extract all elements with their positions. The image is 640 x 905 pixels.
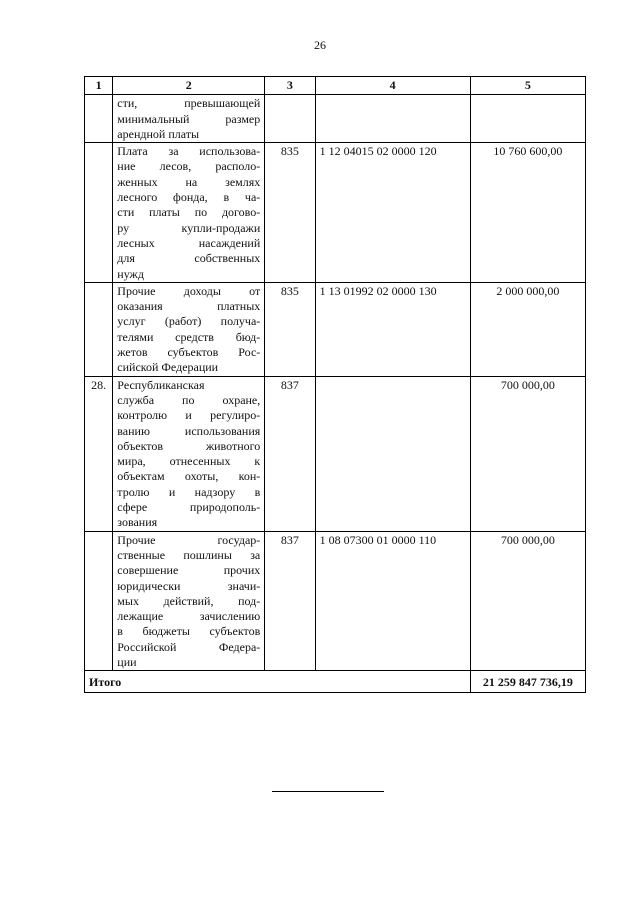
row-name-line: совершение прочих [117,563,261,578]
row-admin-code: 835 [265,143,315,283]
row-name-line: Прочие доходы от [117,283,261,298]
row-admin-code [265,95,315,143]
row-name-line: минимальный размер [117,111,261,126]
total-row [85,671,586,693]
column-header: 1 [85,77,113,95]
column-header: 5 [470,77,585,95]
row-name [113,282,265,376]
page-number: 26 [314,38,326,52]
total-amount: 21 259 847 736,19 [470,671,585,693]
table-row [85,143,586,283]
row-name-line: объектов животного [117,438,261,453]
row-name-line: ции [117,654,137,669]
row-name-line: мира, отнесенных к [117,454,261,469]
row-name-line: ние лесов, располо- [117,159,261,174]
budget-table [84,76,586,693]
row-budget-code: 1 13 01992 02 0000 130 [315,282,470,376]
row-name-line: в бюджеты субъектов [117,624,261,639]
total-label: Итого [85,671,471,693]
row-name-line: лежащие зачислению [117,609,261,624]
row-budget-code: 1 12 04015 02 0000 120 [315,143,470,283]
row-name-line: для собственных [117,251,261,266]
row-name-line: ру купли-продажи [117,220,261,235]
table-row [85,531,586,671]
row-index [85,531,113,671]
row-name-line: ственные пошлины за [117,547,261,562]
row-budget-code [315,95,470,143]
row-name-line: сти, превышающей [117,96,261,111]
row-name [113,95,265,143]
row-amount: 700 000,00 [470,531,585,671]
row-name-line: сти платы по догово- [117,205,261,220]
row-index [85,282,113,376]
row-name-line: Российской Федера- [117,639,261,654]
table-row [85,95,586,143]
row-name-line: лесного фонда, в ча- [117,190,261,205]
row-name-line: ванию использования [117,423,261,438]
row-name-line: лесных насаждений [117,235,261,250]
row-amount [470,95,585,143]
row-name-line: телями средств бюд- [117,329,261,344]
column-header: 4 [315,77,470,95]
row-name-line: юридически значи- [117,578,261,593]
row-name-line: женных на землях [117,174,261,189]
row-name-line: жетов субъектов Рос- [117,345,261,360]
row-name-line: сийской Федерации [117,360,219,375]
row-name-line: нужд [117,266,144,281]
row-name-line: тролю и надзору в [117,484,261,499]
row-index: 28. [85,376,113,531]
row-name-line: мых действий, под- [117,593,261,608]
row-name-line: сфере природополь- [117,500,261,515]
row-name-line: Плата за использова- [117,144,261,159]
row-budget-code: 1 08 07300 01 0000 110 [315,531,470,671]
row-amount: 10 760 600,00 [470,143,585,283]
footer-divider [272,791,384,792]
row-admin-code: 837 [265,531,315,671]
row-admin-code: 835 [265,282,315,376]
row-budget-code [315,376,470,531]
row-name [113,376,265,531]
table-row [85,376,586,531]
row-index [85,95,113,143]
row-name-line: объектам охоты, кон- [117,469,261,484]
column-header: 3 [265,77,315,95]
column-header: 2 [113,77,265,95]
row-name-line: контролю и регулиро- [117,408,261,423]
row-name-line: услуг (работ) получа- [117,314,261,329]
row-name-line: арендной платы [117,126,200,141]
row-name-line: Прочие государ- [117,532,261,547]
row-name-line: служба по охране, [117,392,261,407]
row-index [85,143,113,283]
header-row [85,77,586,95]
row-admin-code: 837 [265,376,315,531]
row-name-line: зования [117,515,158,530]
row-amount: 700 000,00 [470,376,585,531]
row-name-line: Республиканская [117,377,205,392]
row-amount: 2 000 000,00 [470,282,585,376]
table-row [85,282,586,376]
row-name-line: оказания платных [117,299,261,314]
row-name [113,143,265,283]
row-name [113,531,265,671]
